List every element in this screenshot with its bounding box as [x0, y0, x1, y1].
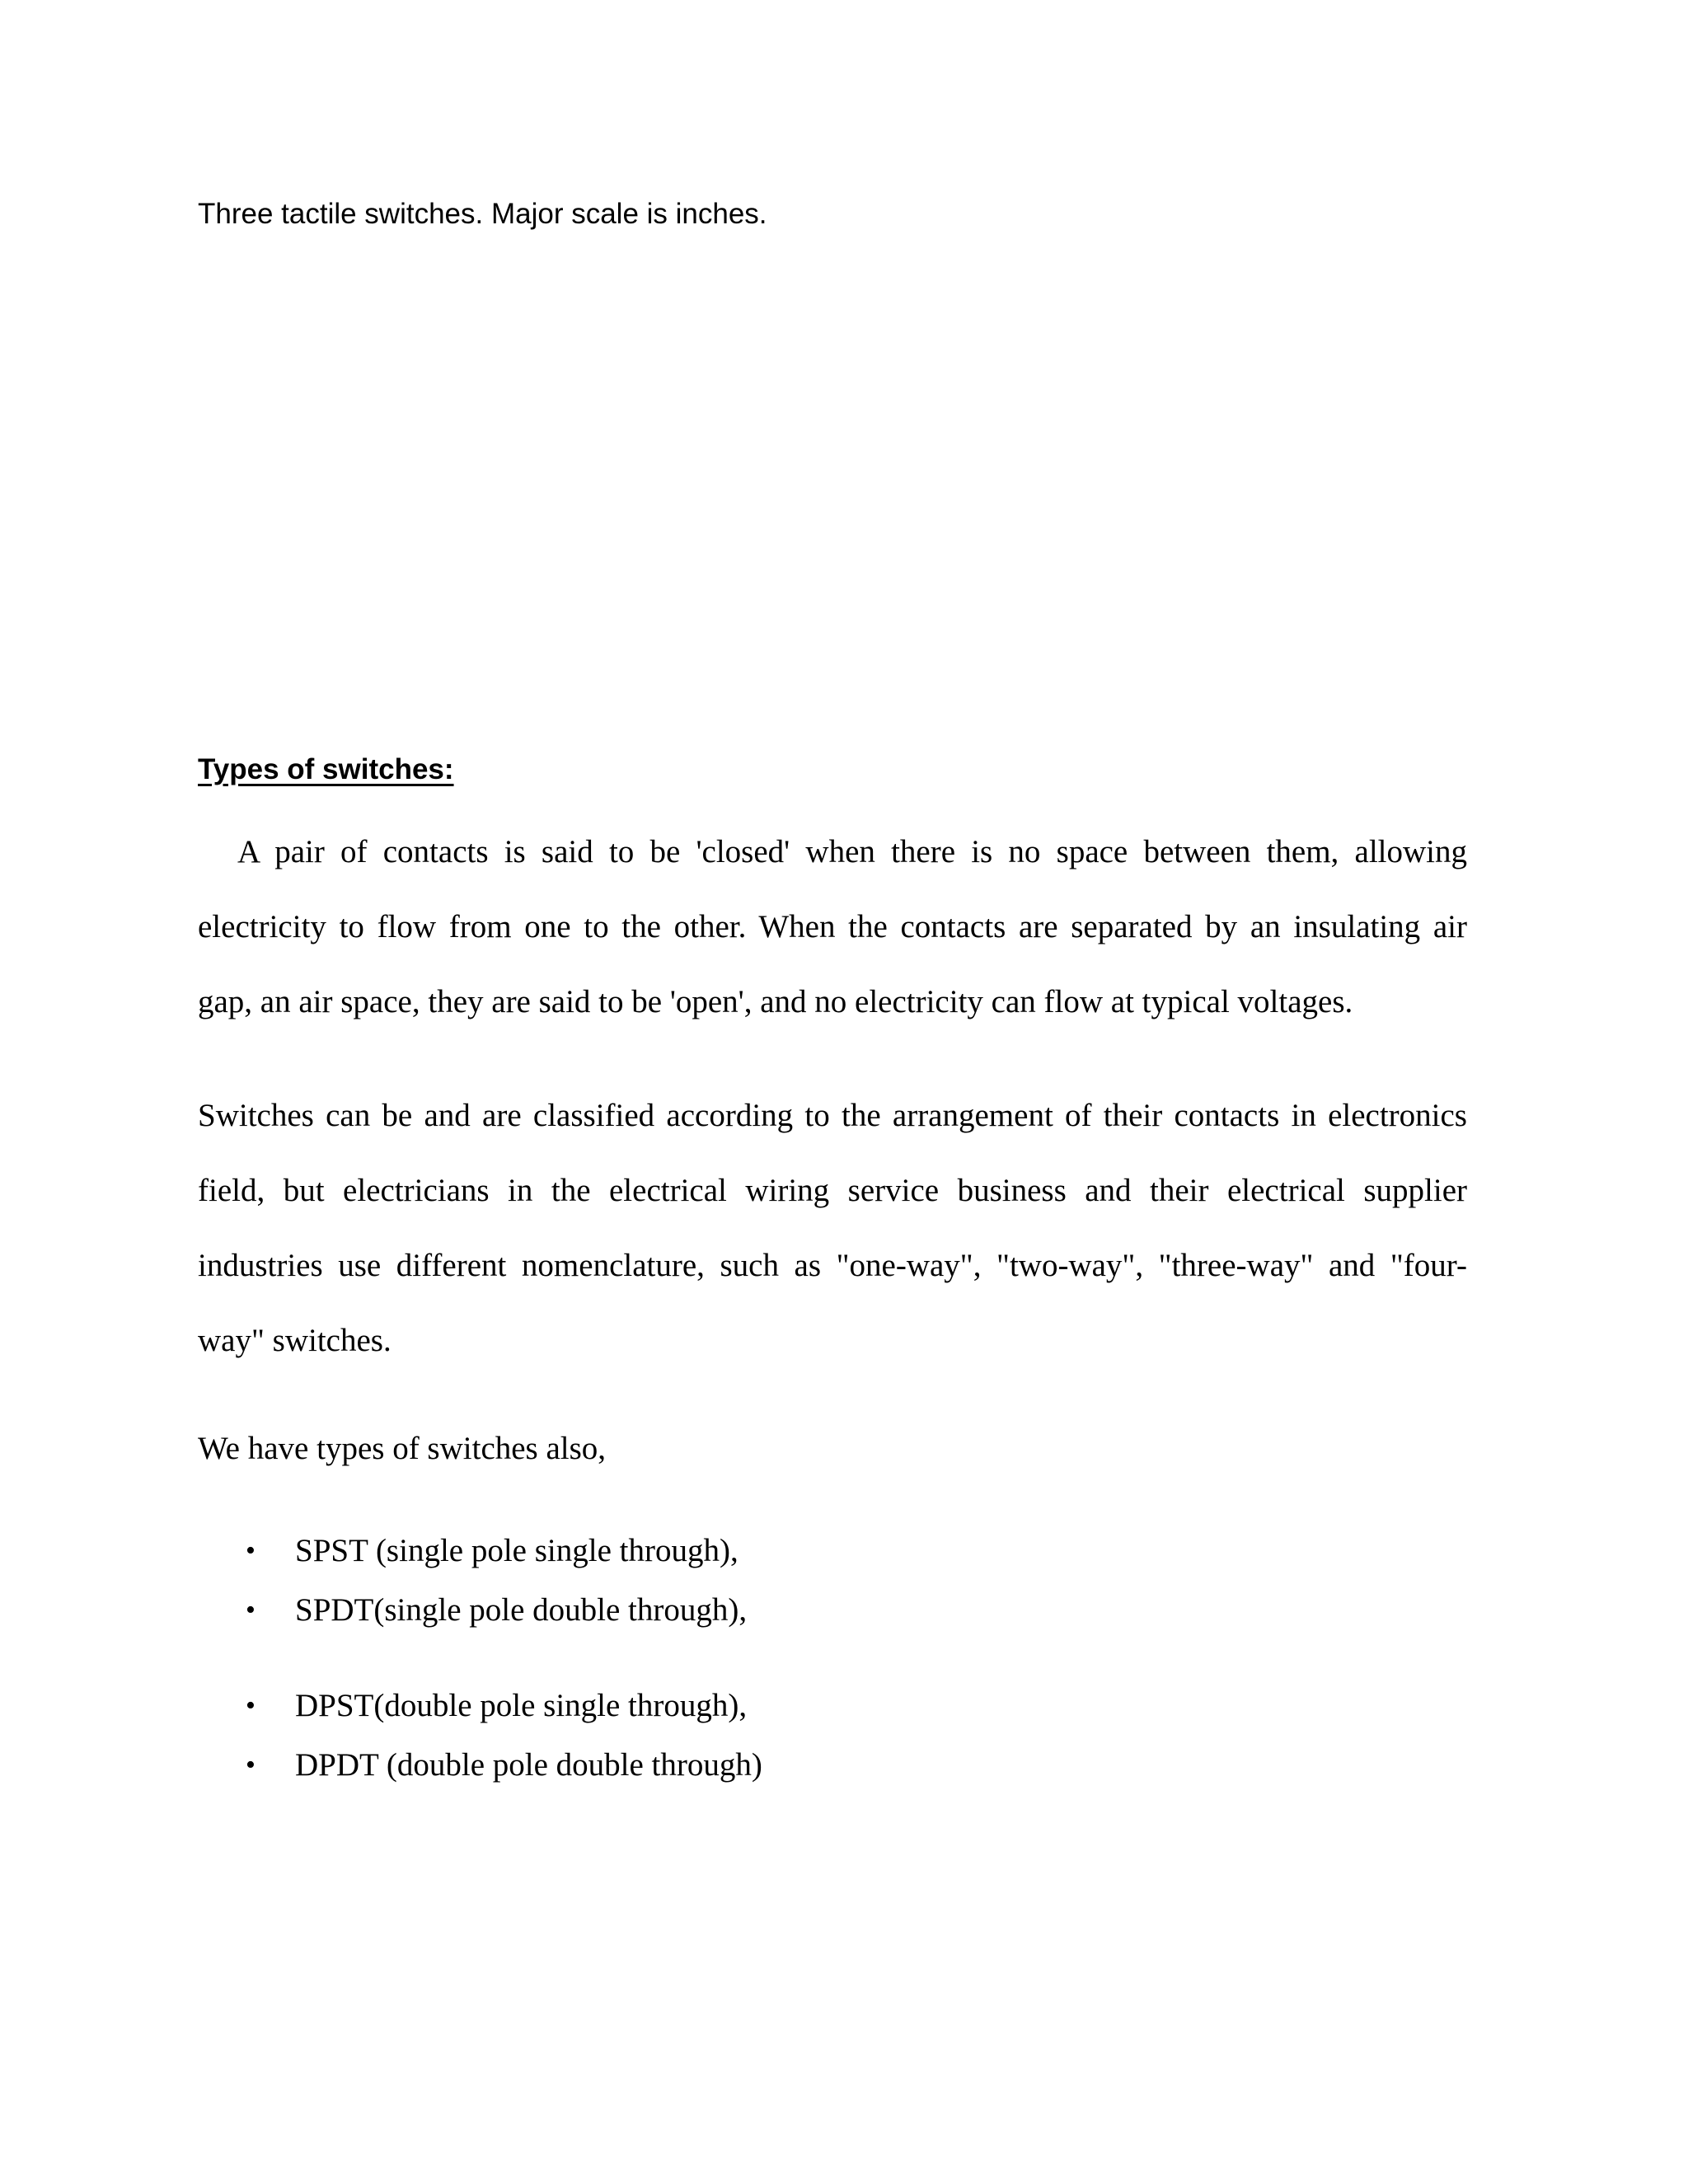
- paragraph-line: Switches can be and are classified according to the arrangement of their contacts in electronics: [198, 1098, 1467, 1133]
- switch-types-list-continued: [198, 1676, 762, 1795]
- bullet-icon: •: [246, 1595, 256, 1625]
- list-item-text: SPST (single pole single through),: [295, 1533, 738, 1568]
- paragraph-contacts: [198, 814, 1467, 1039]
- list-item-text: DPST(double pole single through),: [295, 1688, 748, 1723]
- paragraph-line: industries use different nomenclature, such as "one-way", "two-way", "three-way" and "four-: [198, 1248, 1467, 1283]
- paragraph-line: field, but electricians in the electrical wiring service business and their electrical supplier: [198, 1173, 1467, 1208]
- paragraph-line: gap, an air space, they are said to be 'open', and no electricity can flow at typical voltages.: [198, 984, 1353, 1019]
- list-item: [198, 1521, 747, 1581]
- bullet-icon: •: [246, 1690, 256, 1721]
- list-intro: We have types of switches also,: [198, 1431, 607, 1466]
- list-item: [198, 1736, 762, 1795]
- bullet-icon: •: [246, 1750, 256, 1780]
- list-item: [198, 1676, 762, 1736]
- paragraph-line: way" switches.: [198, 1323, 392, 1358]
- bullet-icon: •: [246, 1535, 256, 1566]
- paragraph-line: A pair of contacts is said to be 'closed' when there is no space between them, allowing: [237, 834, 1467, 869]
- image-caption: Three tactile switches. Major scale is inches.: [198, 198, 767, 230]
- switch-types-list: [198, 1521, 747, 1640]
- section-heading: Types of switches:: [198, 753, 454, 785]
- list-item: [198, 1581, 747, 1640]
- list-item-text: DPDT (double pole double through): [295, 1747, 762, 1783]
- list-item-text: SPDT(single pole double through),: [295, 1592, 748, 1628]
- paragraph-classification: [198, 1078, 1467, 1378]
- paragraph-line: electricity to flow from one to the other. When the contacts are separated by an insulating air: [198, 909, 1467, 944]
